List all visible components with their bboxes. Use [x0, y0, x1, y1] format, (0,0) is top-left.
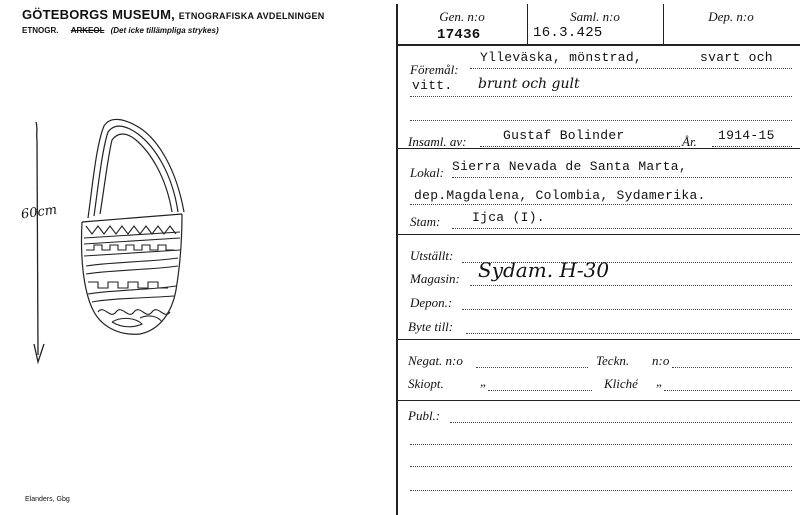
gen-label: Gen. n:o [439, 9, 485, 24]
header-divider [396, 44, 800, 46]
gen-value: 17436 [437, 27, 481, 43]
etnogr-label: ETNOGR. [22, 26, 59, 35]
publ-rule2 [410, 444, 792, 445]
strike-note: (Det icke tillämpliga strykes) [110, 26, 219, 35]
stam-rule [452, 228, 792, 229]
ar-rule [712, 146, 792, 147]
utstallt-label: Utställt: [410, 248, 454, 263]
stam-label: Stam: [410, 214, 441, 229]
negat-label: Negat. n:o [408, 353, 463, 368]
insaml-label: Insaml. av: [408, 134, 467, 149]
depon-rule [462, 309, 792, 310]
teckn-rule [672, 367, 792, 368]
card-left-border [396, 4, 398, 515]
publ-rule3 [410, 466, 792, 467]
kliche-label: Kliché [604, 376, 638, 391]
teckn-no-label: n:o [652, 353, 670, 368]
publ-label: Publ.: [408, 408, 441, 423]
negat-rule [476, 367, 588, 368]
magasin-rule [470, 285, 792, 286]
insaml-value: Gustaf Bolinder [503, 128, 625, 143]
dep-label: Dep. n:o [708, 9, 754, 24]
lokal-rule2 [410, 204, 792, 205]
foremal-label: Föremål: [410, 62, 459, 77]
magasin-label: Magasin: [410, 271, 460, 286]
printer-imprint: Elanders, Gbg [25, 496, 70, 503]
foremal-line1b: svart och [700, 50, 773, 65]
museum-name: GÖTEBORGS MUSEUM, [22, 7, 175, 22]
kliche-rule [664, 390, 792, 391]
ar-value: 1914-15 [718, 128, 775, 143]
foremal-handwritten: brunt och gult [478, 76, 580, 92]
lokal-rule1 [452, 177, 792, 178]
kliche-ditto: „ [656, 374, 664, 389]
lokal-line1: Sierra Nevada de Santa Marta, [452, 159, 687, 174]
lokal-line2: dep.Magdalena, Colombia, Sydamerika. [414, 188, 706, 203]
saml-value: 16.3.425 [533, 25, 603, 41]
teckn-label: Teckn. [596, 353, 630, 368]
publ-rule1 [450, 422, 792, 423]
ar-label: År. [682, 134, 697, 149]
insaml-rule [480, 146, 680, 147]
foremal-rule1 [470, 68, 792, 69]
scale-label: 60cm [20, 202, 59, 223]
foremal-rule2 [410, 96, 792, 97]
skiopt-label: Skiopt. [408, 376, 444, 391]
foremal-rule3 [410, 120, 792, 121]
stam-value: Ijca (I). [472, 210, 545, 225]
saml-label: Saml. n:o [570, 9, 620, 24]
bag-body [81, 214, 182, 334]
lokal-label: Lokal: [410, 165, 444, 180]
publ-rule4 [410, 490, 792, 491]
divider-byte [396, 339, 800, 340]
skiopt-ditto: „ [480, 374, 488, 389]
bag-drawing [0, 0, 390, 515]
department-name: ETNOGRAFISKA AVDELNINGEN [178, 11, 325, 21]
foremal-line1: Ylleväska, mönstrad, [480, 50, 643, 65]
scale-bar [34, 122, 44, 362]
bag-strap [88, 119, 184, 218]
byte-label: Byte till: [408, 319, 454, 334]
divider-stam [396, 234, 800, 235]
byte-rule [466, 333, 792, 334]
depon-label: Depon.: [410, 295, 453, 310]
divider-skiopt [396, 400, 800, 401]
foremal-line2: vitt. [412, 78, 453, 93]
bag-pattern [84, 226, 180, 327]
arkeol-label: ARKEOL [70, 26, 105, 35]
skiopt-rule [488, 390, 592, 391]
magasin-handwritten: Sydam. H-30 [478, 258, 610, 282]
